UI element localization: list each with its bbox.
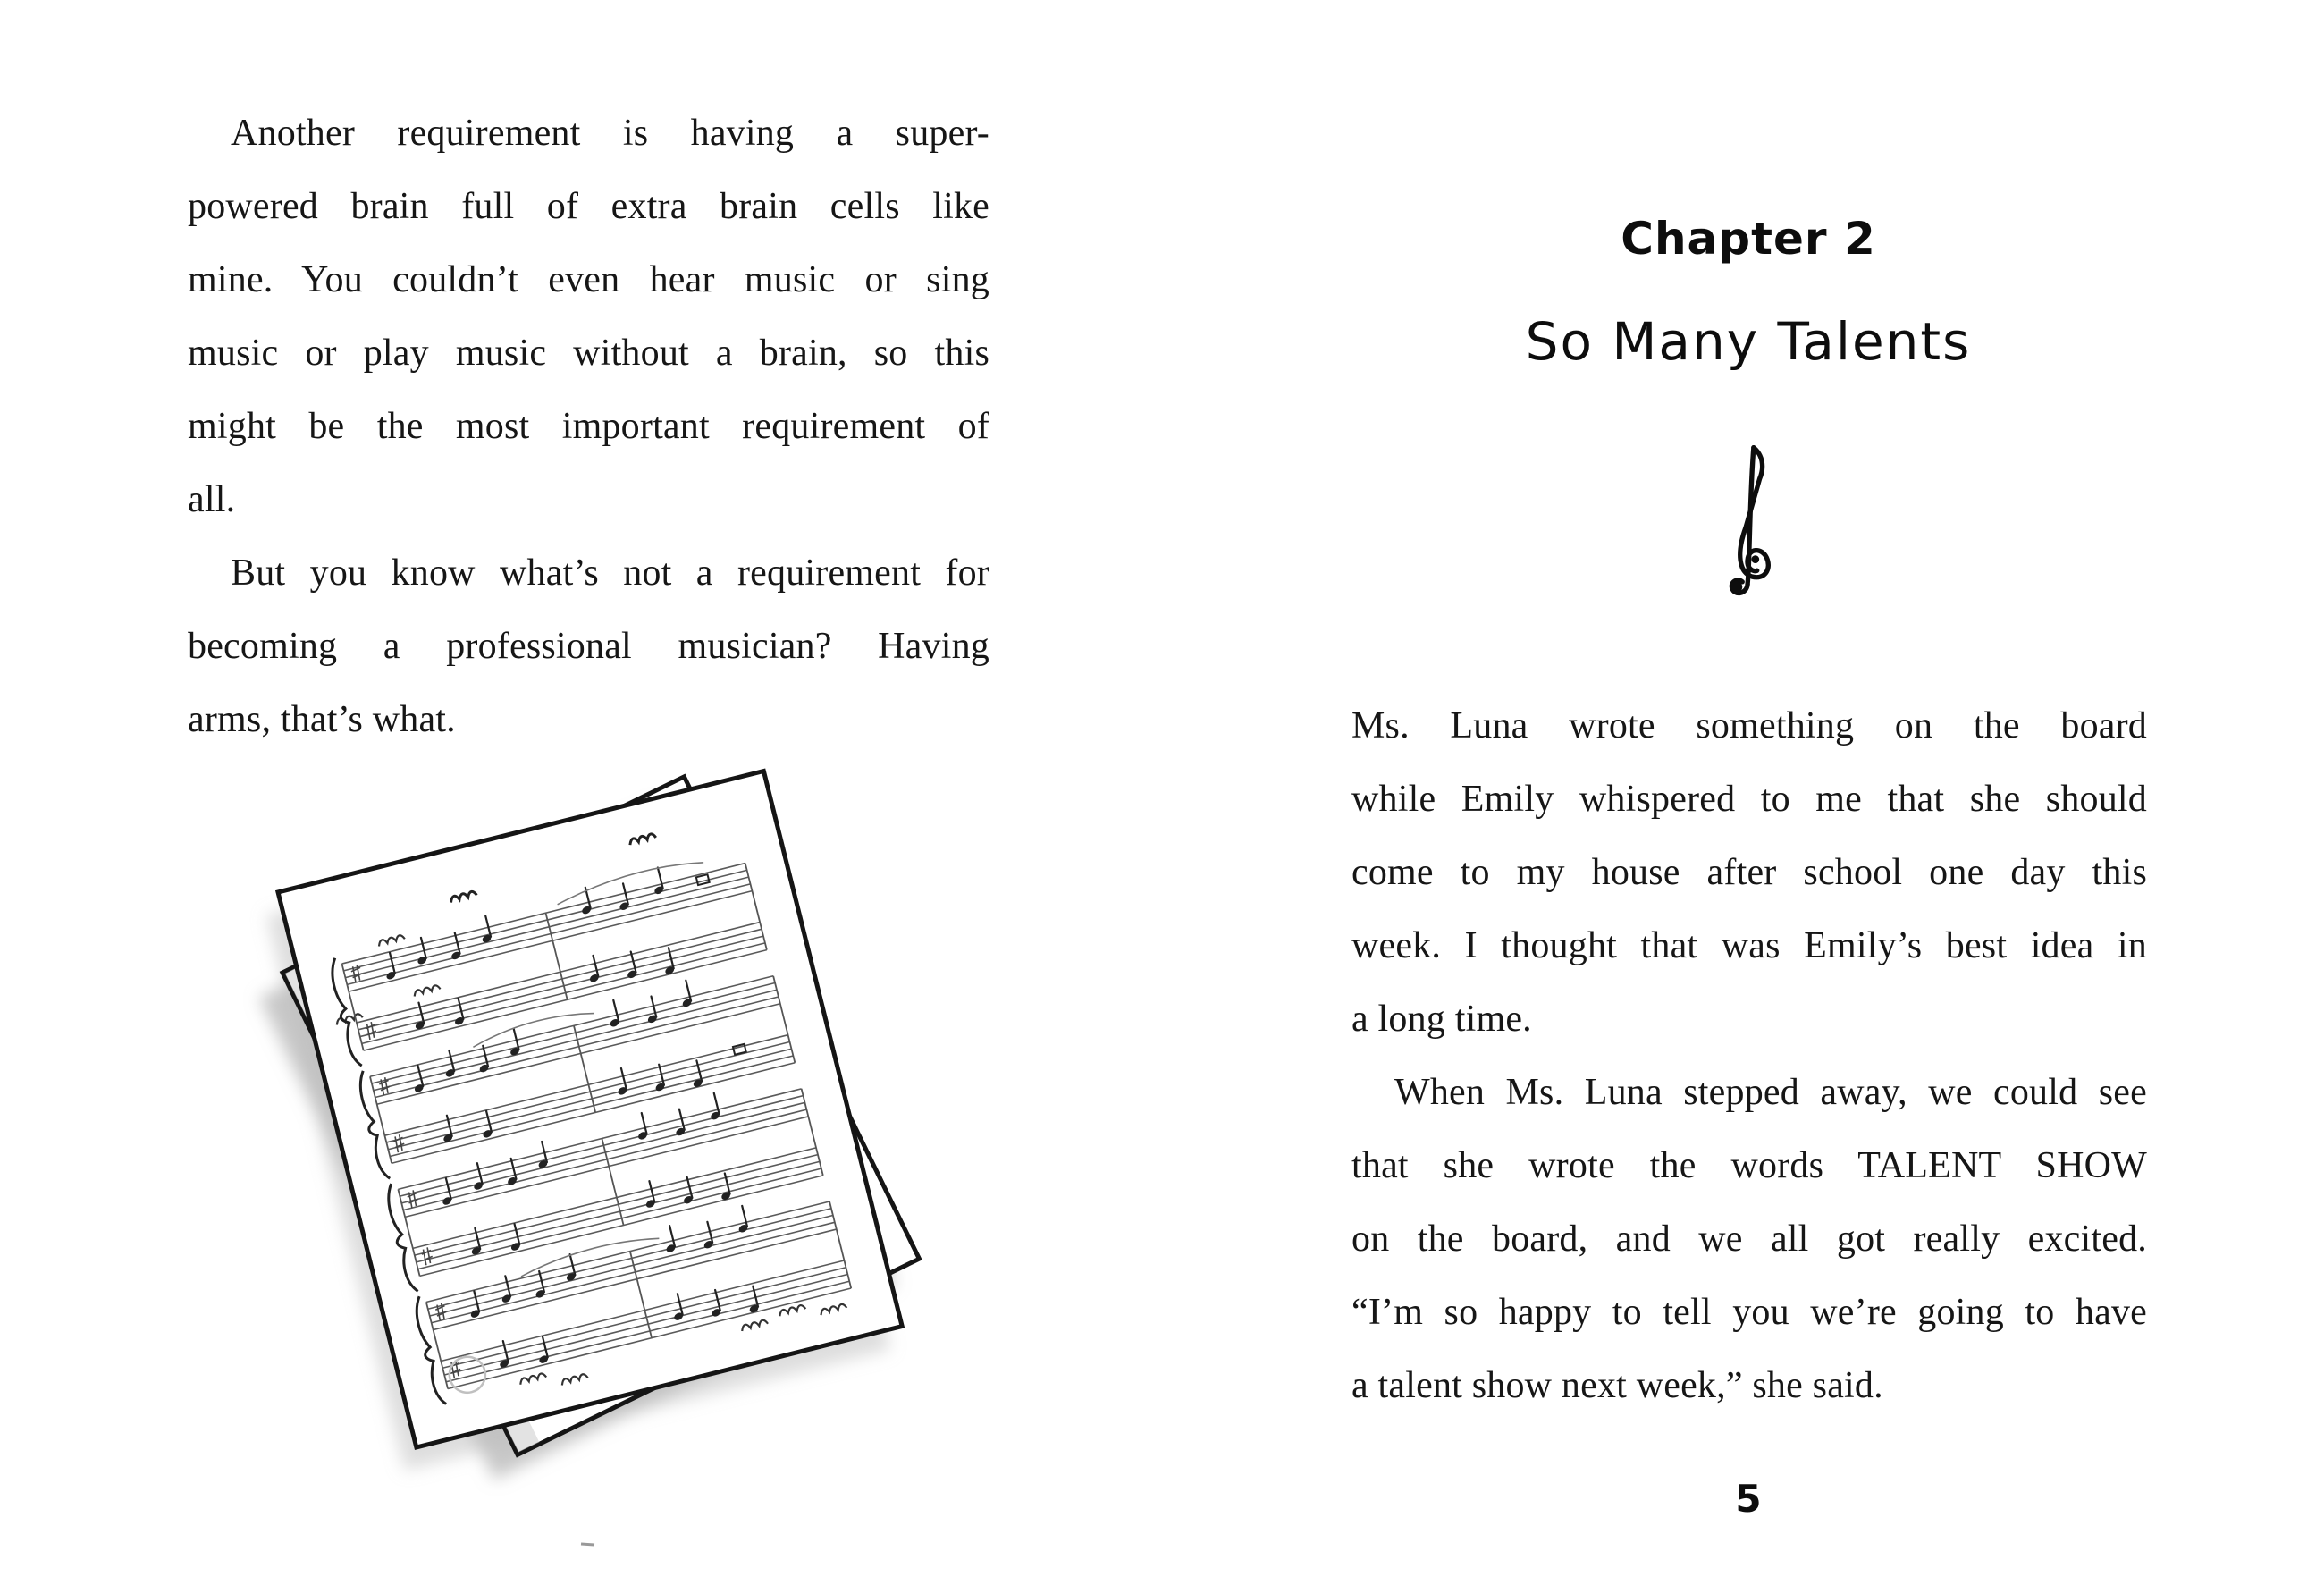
page-number: 5 xyxy=(1735,1477,1762,1521)
text-line: music or play music without a brain, so this xyxy=(188,333,989,374)
stray-mark xyxy=(581,1542,594,1546)
text-line: powered brain full of extra brain cells like xyxy=(188,186,989,227)
text-line: a long time. xyxy=(1351,999,1532,1040)
chapter-title: So Many Talents xyxy=(1525,311,1972,372)
text-line: week. I thought that was Emily’s best idea in xyxy=(1351,925,2147,966)
left-text-block xyxy=(188,97,989,756)
text-line: “I’m so happy to tell you we’re going to have xyxy=(1351,1292,2147,1333)
text-line: while Emily whispered to me that she should xyxy=(1351,779,2147,820)
treble-clef-icon xyxy=(1722,438,1777,604)
text-line: Another requirement is having a super- xyxy=(231,113,989,154)
text-line: When Ms. Luna stepped away, we could see xyxy=(1394,1072,2147,1113)
text-line: a talent show next week,” she said. xyxy=(1351,1365,1883,1406)
text-line: on the board, and we all got really excited. xyxy=(1351,1218,2147,1260)
front-sheet xyxy=(278,771,902,1447)
text-line: becoming a professional musician? Having xyxy=(188,626,989,667)
text-line: But you know what’s not a requirement for xyxy=(231,552,989,594)
right-page xyxy=(1162,0,2324,1585)
text-line: all. xyxy=(188,479,236,520)
text-line: come to my house after school one day this xyxy=(1351,852,2147,893)
chapter-label: Chapter 2 xyxy=(1621,213,1876,265)
right-text-block xyxy=(1351,689,2147,1422)
text-line: arms, that’s what. xyxy=(188,699,456,740)
sheet-music-illustration xyxy=(256,758,908,1473)
text-line: might be the most important requirement of xyxy=(188,406,989,447)
text-line: mine. You couldn’t even hear music or sing xyxy=(188,259,989,300)
text-line: Ms. Luna wrote something on the board xyxy=(1351,705,2147,746)
text-line: that she wrote the words TALENT SHOW xyxy=(1351,1145,2147,1186)
